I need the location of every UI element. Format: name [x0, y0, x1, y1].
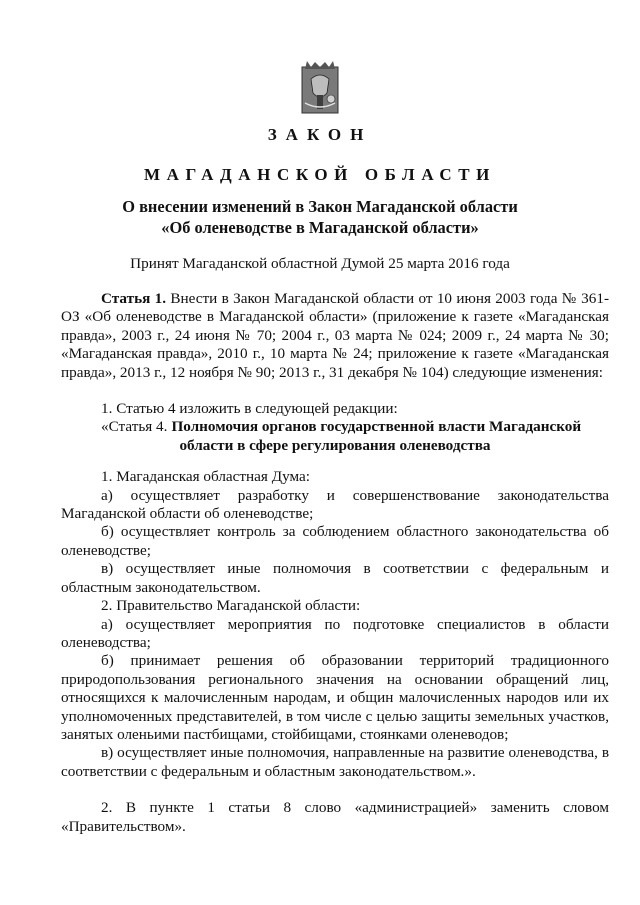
law-title-line2: «Об оленеводстве в Магаданской области»: [161, 218, 479, 237]
item-1-intro: 1. Статью 4 изложить в следующей редакции:: [101, 400, 398, 418]
document-body: [61, 290, 609, 836]
article-4-title: Полномочия органов государственной власти Магаданской: [171, 418, 582, 436]
article-1-paragraph: [61, 290, 609, 382]
region-heading: МАГАДАНСКОЙ ОБЛАСТИ: [143, 165, 496, 184]
government-item-c: в) осуществляет иные полномочия, направленные на развитие оленеводства, в соответствии с федеральным и областным законодательством.».: [61, 744, 609, 780]
article-4-lead: «Статья 4.: [101, 418, 168, 436]
law-title-line1: О внесении изменений в Закон Магаданской области: [122, 197, 518, 216]
duma-item-a: а) осуществляет разработку и совершенствование законодательства Магаданской области об оленеводстве;: [61, 486, 609, 523]
government-item-a: а) осуществляет мероприятия по подготовке специалистов в области оленеводства;: [61, 615, 609, 651]
government-item-b: б) принимает решения об образовании территорий традиционного природопользования регионального значения на основании обращений лиц, относящихся к малочисленным народам, и общин малочисленных народов или их уполномоченных представителей, в том числе с целью защиты земельных участков, занятых оленьими пастбищами, стойбищами, стоянками оленеводов;: [61, 652, 609, 743]
government-heading: 2. Правительство Магаданской области:: [101, 597, 361, 615]
law-heading: ЗАКОН: [267, 125, 373, 144]
article-4-title-cont: области в сфере регулирования оленеводства: [179, 436, 491, 454]
article-1-text: Внести в Закон Магаданской области от 10 июня 2003 года № 361-ОЗ «Об оленеводстве в Магаданской области» (приложение к газете «Магаданская правда», 2003 г., 24 июня № 70; 2004 г., 03 марта № 024; 2009 г., 24 марта № 30; «Магаданская правда», 2010 г., 10 марта № 24; приложение к газете «Магаданская правда», 2013 г., 12 ноября № 90; 2013 г., 31 декабря № 104) следующие изменения:: [61, 290, 610, 381]
duma-heading: 1. Магаданская областная Дума:: [101, 468, 310, 486]
coat-of-arms-emblem: [301, 59, 339, 115]
article-1-label: Статья 1.: [101, 290, 167, 307]
item-2-paragraph: 2. В пункте 1 статьи 8 слово «администрацией» заменить словом «Правительством».: [61, 799, 609, 835]
duma-item-c: в) осуществляет иные полномочия в соответствии с федеральным и областным законодательством.: [61, 560, 609, 596]
article-4-heading: [61, 418, 609, 436]
duma-item-b: б) осуществляет контроль за соблюдением областного законодательства об оленеводстве;: [61, 523, 609, 559]
adoption-date: Принят Магаданской областной Думой 25 марта 2016 года: [130, 255, 510, 272]
